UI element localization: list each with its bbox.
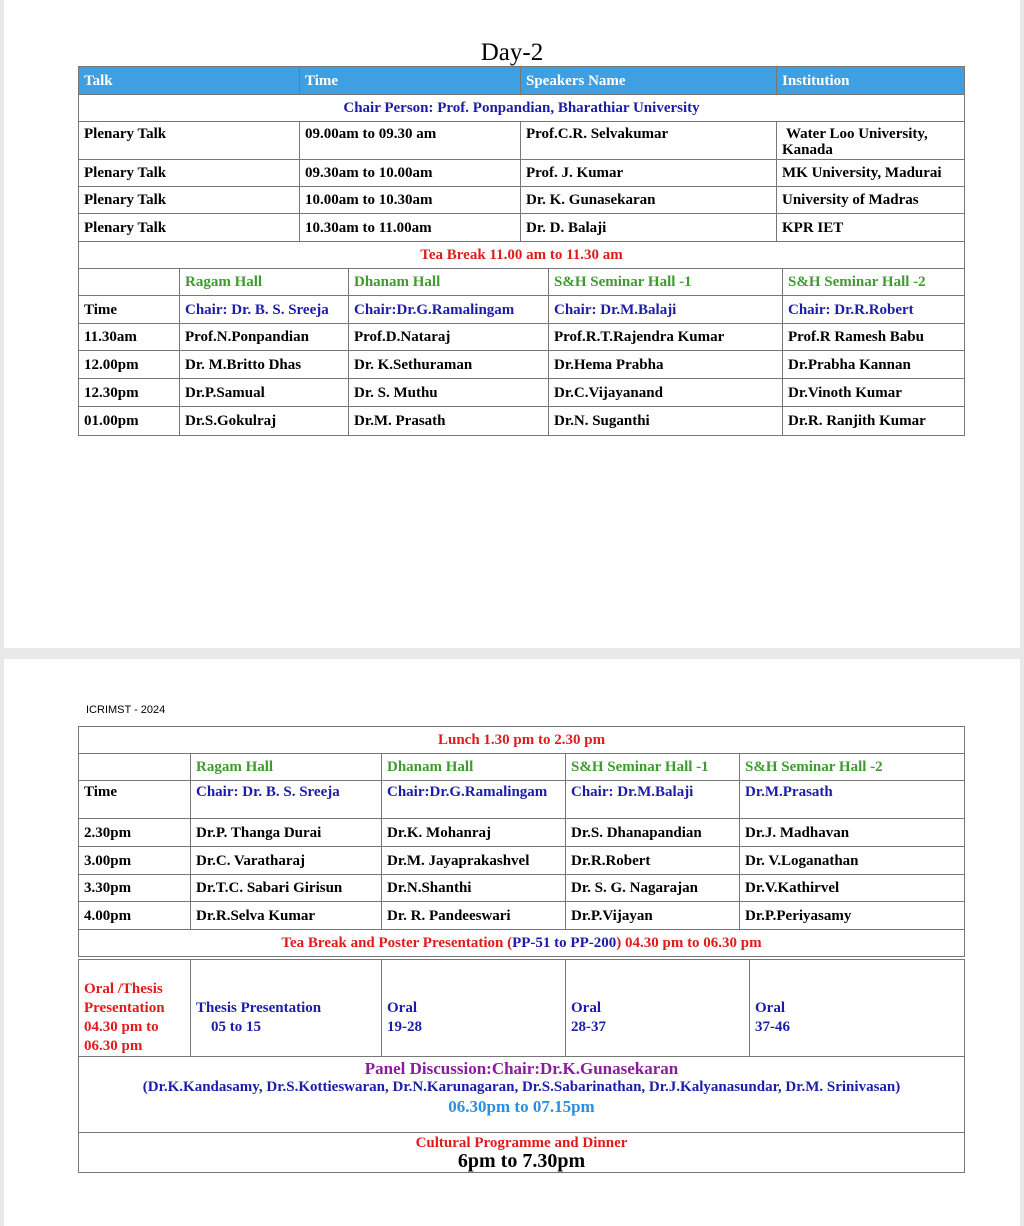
halls-row [79, 754, 965, 781]
speaker-seminar-2: Dr.Vinoth Kumar [783, 379, 965, 407]
speaker-seminar-1: Dr.R.Robert [566, 847, 740, 875]
oral-presentation-table [78, 959, 965, 1173]
chair-seminar-2: Dr.M.Prasath [740, 781, 965, 819]
plenary-time: 09.30am to 10.00am [300, 160, 521, 187]
lunch-break: Lunch 1.30 pm to 2.30 pm [79, 727, 965, 754]
chairs-row [79, 296, 965, 324]
plenary-speaker: Dr. K. Gunasekaran [521, 187, 777, 214]
tea-poster-pre: Tea Break and Poster Presentation ( [281, 935, 513, 951]
tea-break-row [79, 242, 965, 269]
cultural-row [79, 1133, 965, 1173]
session-row [79, 379, 965, 407]
oral-label-line: Presentation [84, 1000, 165, 1016]
session-time: 4.00pm [79, 902, 191, 930]
speaker-ragam: Dr.S.Gokulraj [180, 407, 349, 436]
session-row [79, 902, 965, 930]
morning-sessions-table [78, 268, 965, 436]
chair-dhanam: Chair:Dr.G.Ramalingam [382, 781, 566, 819]
plenary-row [79, 214, 965, 242]
oral-thesis-label [79, 960, 191, 1057]
panel-time: 06.30pm to 07.15pm [448, 1097, 595, 1116]
hall-ragam: Ragam Hall [191, 754, 382, 781]
hall-seminar-2: S&H Seminar Hall -2 [783, 269, 965, 296]
session-row [79, 351, 965, 379]
plenary-institution [777, 122, 965, 160]
chairs-row [79, 781, 965, 819]
tea-poster [79, 930, 965, 957]
plenary-row [79, 122, 965, 160]
speaker-dhanam: Dr.M. Jayaprakashvel [382, 847, 566, 875]
session-row [79, 407, 965, 436]
oral-label-line: 06.30 pm [84, 1038, 143, 1054]
speaker-dhanam: Prof.D.Nataraj [349, 324, 549, 351]
header-speakers: Speakers Name [521, 67, 777, 95]
speaker-dhanam: Dr.K. Mohanraj [382, 819, 566, 847]
oral-group-3 [750, 960, 965, 1057]
hall-seminar-1: S&H Seminar Hall -1 [549, 269, 783, 296]
plenary-talk: Plenary Talk [79, 160, 300, 187]
session-time: 3.00pm [79, 847, 191, 875]
tea-poster-post: ) 04.30 pm to 06.30 pm [616, 935, 762, 951]
empty-cell [79, 269, 180, 296]
chair-seminar-1: Chair: Dr.M.Balaji [549, 296, 783, 324]
hall-seminar-2: S&H Seminar Hall -2 [740, 754, 965, 781]
session-time: 01.00pm [79, 407, 180, 436]
session-time: 3.30pm [79, 875, 191, 902]
panel-title: Panel Discussion:Chair:Dr.K.Gunasekaran [364, 1059, 679, 1078]
header-talk: Talk [79, 67, 300, 95]
plenary-time: 09.00am to 09.30 am [300, 122, 521, 160]
chair-person-row [79, 95, 965, 122]
speaker-seminar-1: Prof.R.T.Rajendra Kumar [549, 324, 783, 351]
plenary-time: 10.00am to 10.30am [300, 187, 521, 214]
plenary-speaker: Prof. J. Kumar [521, 160, 777, 187]
plenary-talk: Plenary Talk [79, 214, 300, 242]
thesis-range: 05 to 15 [211, 1019, 261, 1035]
plenary-header-row [79, 67, 965, 95]
speaker-ragam: Dr.P.Samual [180, 379, 349, 407]
poster-range: PP-51 to PP-200 [512, 935, 617, 951]
institution-line: Kanada [782, 142, 833, 158]
oral-2-title: Oral [571, 1000, 601, 1016]
chair-ragam: Chair: Dr. B. S. Sreeja [191, 781, 382, 819]
plenary-speaker: Prof.C.R. Selvakumar [521, 122, 777, 160]
oral-2-range: 28-37 [571, 1019, 606, 1035]
hall-ragam: Ragam Hall [180, 269, 349, 296]
oral-group-2 [566, 960, 750, 1057]
panel-row [79, 1057, 965, 1133]
oral-3-range: 37-46 [755, 1019, 790, 1035]
header-time: Time [300, 67, 521, 95]
speaker-ragam: Prof.N.Ponpandian [180, 324, 349, 351]
oral-row [79, 960, 965, 1057]
chair-seminar-1: Chair: Dr.M.Balaji [566, 781, 740, 819]
hall-dhanam: Dhanam Hall [349, 269, 549, 296]
afternoon-sessions-table [78, 726, 965, 957]
hall-dhanam: Dhanam Hall [382, 754, 566, 781]
tea-poster-row [79, 930, 965, 957]
oral-3-title: Oral [755, 1000, 785, 1016]
hall-seminar-1: S&H Seminar Hall -1 [566, 754, 740, 781]
plenary-talk: Plenary Talk [79, 187, 300, 214]
speaker-seminar-1: Dr.P.Vijayan [566, 902, 740, 930]
chair-person: Chair Person: Prof. Ponpandian, Bharathiar University [79, 95, 965, 122]
thesis-title: Thesis Presentation [196, 1000, 322, 1016]
plenary-institution: KPR IET [777, 214, 965, 242]
plenary-table [78, 66, 965, 269]
chair-ragam: Chair: Dr. B. S. Sreeja [180, 296, 349, 324]
speaker-seminar-2: Dr.V.Kathirvel [740, 875, 965, 902]
session-time: 12.00pm [79, 351, 180, 379]
oral-label-line: 04.30 pm to [84, 1019, 159, 1035]
plenary-institution: MK University, Madurai [777, 160, 965, 187]
session-time: 2.30pm [79, 819, 191, 847]
header-institution: Institution [777, 67, 965, 95]
speaker-seminar-2: Dr.Prabha Kannan [783, 351, 965, 379]
oral-1-title: Oral [387, 1000, 417, 1016]
speaker-dhanam: Dr. K.Sethuraman [349, 351, 549, 379]
plenary-row [79, 187, 965, 214]
page-title: Day-2 [480, 39, 544, 66]
speaker-ragam: Dr.R.Selva Kumar [191, 902, 382, 930]
chair-dhanam: Chair:Dr.G.Ramalingam [349, 296, 549, 324]
speaker-ragam: Dr.C. Varatharaj [191, 847, 382, 875]
speaker-seminar-1: Dr.C.Vijayanand [549, 379, 783, 407]
speaker-seminar-1: Dr.S. Dhanapandian [566, 819, 740, 847]
speaker-seminar-1: Dr. S. G. Nagarajan [566, 875, 740, 902]
running-header: ICRIMST - 2024 [86, 704, 166, 716]
thesis-presentation [191, 960, 382, 1057]
page-1 [4, 0, 1020, 648]
speaker-ragam: Dr.P. Thanga Durai [191, 819, 382, 847]
plenary-speaker: Dr. D. Balaji [521, 214, 777, 242]
session-time: 11.30am [79, 324, 180, 351]
speaker-seminar-2: Dr. V.Loganathan [740, 847, 965, 875]
time-label: Time [79, 781, 191, 819]
plenary-talk: Plenary Talk [79, 122, 300, 160]
speaker-seminar-2: Dr.P.Periyasamy [740, 902, 965, 930]
plenary-row [79, 160, 965, 187]
speaker-seminar-2: Prof.R Ramesh Babu [783, 324, 965, 351]
speaker-seminar-1: Dr.N. Suganthi [549, 407, 783, 436]
cultural-time: 6pm to 7.30pm [457, 1150, 586, 1172]
oral-1-range: 19-28 [387, 1019, 422, 1035]
speaker-dhanam: Dr.M. Prasath [349, 407, 549, 436]
empty-cell [79, 754, 191, 781]
session-time: 12.30pm [79, 379, 180, 407]
lunch-row [79, 727, 965, 754]
speaker-seminar-2: Dr.J. Madhavan [740, 819, 965, 847]
page-2 [4, 659, 1020, 1226]
speaker-ragam: Dr. M.Britto Dhas [180, 351, 349, 379]
plenary-time: 10.30am to 11.00am [300, 214, 521, 242]
cultural-title: Cultural Programme and Dinner [415, 1135, 628, 1151]
cultural-programme [79, 1133, 965, 1173]
speaker-dhanam: Dr.N.Shanthi [382, 875, 566, 902]
time-label: Time [79, 296, 180, 324]
oral-label-line: Oral /Thesis [84, 981, 163, 997]
oral-group-1 [382, 960, 566, 1057]
speaker-dhanam: Dr. S. Muthu [349, 379, 549, 407]
speaker-ragam: Dr.T.C. Sabari Girisun [191, 875, 382, 902]
panel-discussion [79, 1057, 965, 1133]
speaker-seminar-2: Dr.R. Ranjith Kumar [783, 407, 965, 436]
panel-members: (Dr.K.Kandasamy, Dr.S.Kottieswaran, Dr.N.Karunagaran, Dr.S.Sabarinathan, Dr.J.Kalyanasundar, Dr.M. Srinivasan) [142, 1079, 901, 1095]
institution-line: Water Loo University, [786, 126, 928, 142]
speaker-dhanam: Dr. R. Pandeeswari [382, 902, 566, 930]
tea-break: Tea Break 11.00 am to 11.30 am [79, 242, 965, 269]
session-row [79, 875, 965, 902]
plenary-institution: University of Madras [777, 187, 965, 214]
speaker-seminar-1: Dr.Hema Prabha [549, 351, 783, 379]
chair-seminar-2: Chair: Dr.R.Robert [783, 296, 965, 324]
session-row [79, 819, 965, 847]
session-row [79, 324, 965, 351]
halls-row [79, 269, 965, 296]
session-row [79, 847, 965, 875]
